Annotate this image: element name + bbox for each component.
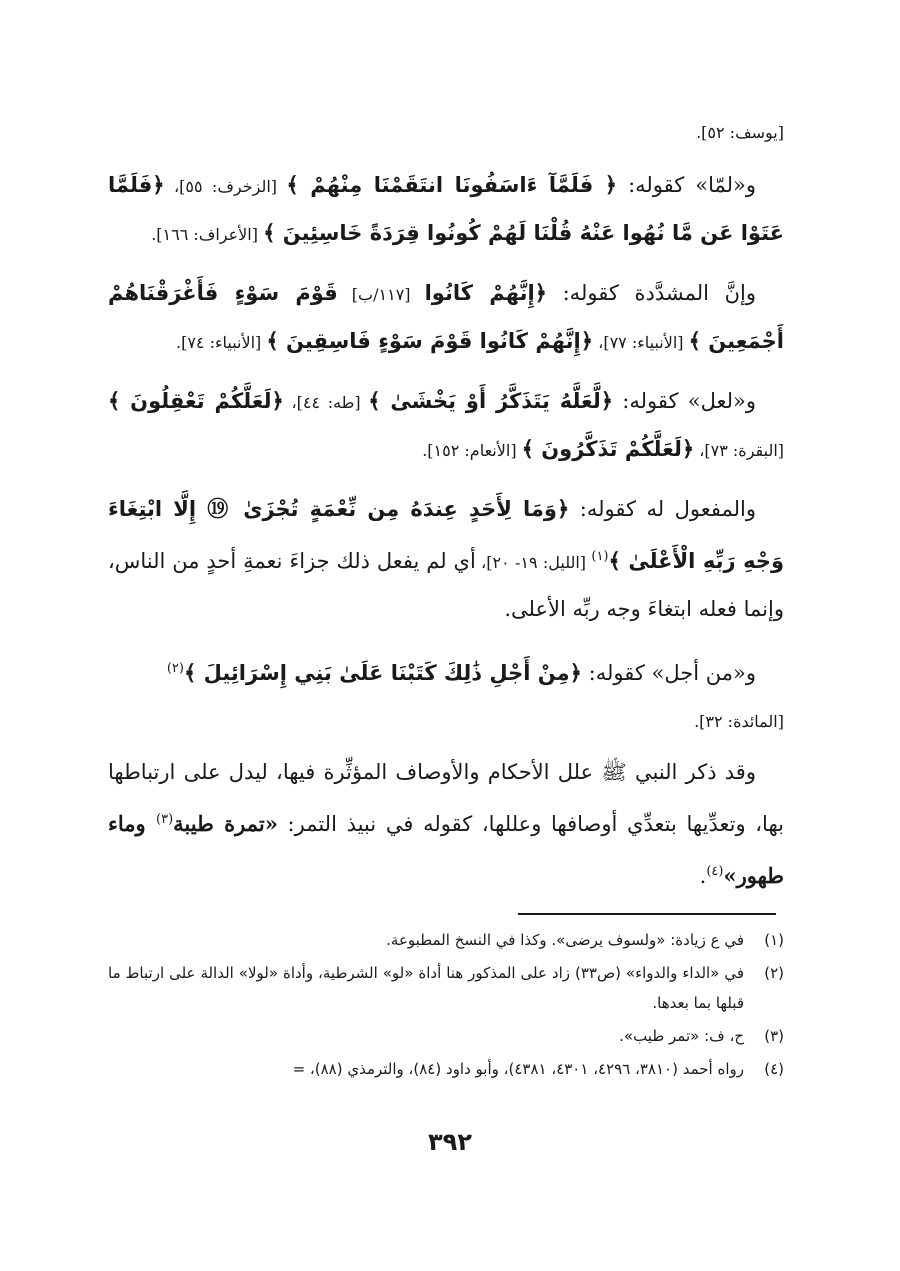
paragraph-laalla [108,378,784,474]
footnote-marker[interactable]: (٣) [156,812,174,827]
paragraph-lead: وإنَّ المشدَّدة كقوله: [546,281,757,305]
surah-reference: [طه: ٤٤]، [283,393,369,412]
footnote-text: ح، ف: «تمر طيب». [619,1027,744,1045]
paragraph-lead: والمفعول له كقوله: [569,497,756,521]
footnotes [108,925,784,1087]
footnote [108,925,784,955]
quran-verse: ﴿لَعَلَّكُمْ تَعْقِلُونَ ﴾ [108,389,284,413]
quran-verse: قَوْمَ سَوْءٍ فَأَغْرَقْنَاهُمْ أَجْمَعِينَ ﴾ [108,281,784,353]
footnote [108,1054,784,1084]
surah-reference: [الزخرف: ٥٥]، [164,177,287,196]
quran-verse: ﴿إِنَّهُمْ كَانُوا [424,281,547,305]
verse-reference-line [108,118,784,148]
manuscript-folio-mark: [١١٧/ب] [337,285,425,304]
surah-reference: [البقرة: ٧٣]، [694,441,784,460]
footnote [108,1021,784,1051]
page-body [108,118,784,912]
quran-verse: ﴿لَّعَلَّهُ يَتَذَكَّرُ أَوْ يَخْشَىٰ ﴾ [368,389,614,413]
hadith-quote: «تمرة طيبة [173,811,278,836]
paragraph-lead: و«لمّا» كقوله: [617,173,756,197]
surah-reference: [الليل: ١٩- ٢٠]، [475,553,592,572]
footnote-text: في «الداء والدواء» (ص٣٣) زاد على المذكور هنا أداة «لو» الشرطية، وأداة «لولا» الدالة على ارتباط ما قبلها بما بعدها. [108,964,744,1012]
surah-reference: [المائدة: ٣٢]. [694,712,784,731]
quran-verse: ﴿مِنْ أَجْلِ ذَٰلِكَ كَتَبْنَا عَلَىٰ بَنِي إِسْرَائِيلَ ﴾ [183,661,582,685]
page-number: ٣٩٢ [428,1128,472,1156]
paragraph-inna [108,270,784,366]
paragraph-lead: و«لعل» كقوله: [613,389,756,413]
surah-reference: [يوسف: ٥٢]. [696,123,784,142]
footnote-number: (٣) [764,1027,784,1045]
footnote-marker[interactable]: (٤) [706,864,724,879]
quran-verse: ﴿وَمَا لِأَحَدٍ عِندَهُ مِن نِّعْمَةٍ تُجْزَىٰ ⑲ إِلَّا ابْتِغَاءَ وَجْهِ رَبِّهِ الْأَعْلَىٰ ﴾ [108,497,784,573]
footnote-text: رواه أحمد (٣٨١٠، ٤٢٩٦، ٤٣٠١، ٤٣٨١)، وأبو داود (٨٤)، والترمذي (٨٨)، = [292,1060,744,1078]
quran-verse: ﴿إِنَّهُمْ كَانُوا قَوْمَ سَوْءٍ فَاسِقِينَ ﴾ [266,329,594,353]
hadith-quote: وماء طهور» [108,811,784,888]
footnote-text: في ع زيادة: «ولسوف يرضى». وكذا في النسخ المطبوعة. [386,931,744,949]
paragraph-min-ajl [108,645,784,745]
footnote [108,958,784,1018]
footnote-marker[interactable]: (٢) [166,661,184,676]
quran-verse: ﴿فَلَمَّا عَتَوْا عَن مَّا نُهُوا عَنْهُ قُلْنَا لَهُمْ كُونُوا قِرَدَةً خَاسِئِينَ ﴾ [108,173,784,245]
paragraph-lead: و«من أجل» كقوله: [581,661,756,685]
footnote-marker[interactable]: (١) [591,549,609,564]
paragraph-prophet-hadith [108,749,784,900]
surah-reference: [الأنبياء: ٧٧]، [593,333,689,352]
surah-reference: [الأنبياء: ٧٤]. [175,333,267,352]
footnote-number: (٤) [764,1060,784,1078]
footnote-divider [518,913,776,915]
quran-verse: ﴿لَعَلَّكُمْ تَذَكَّرُونَ ﴾ [521,437,695,461]
quran-verse: ﴿ فَلَمَّآ ءَاسَفُونَا انتَقَمْنَا مِنْهُمْ ﴾ [286,173,618,197]
paragraph-mafool-lahu [108,486,784,633]
paragraph-end: . [699,864,707,888]
surah-reference: [الأعراف: ١٦٦]. [151,225,264,244]
footnote-number: (٢) [764,964,784,982]
paragraph-text: وقد ذكر النبي ﷺ علل الأحكام والأوصاف المؤثِّرة فيها، ليدل على ارتباطها بها، وتعدِّيها بتعدِّي أوصافها وعللها، كقوله في نبيذ التمر: [108,760,784,836]
surah-reference: [الأنعام: ١٥٢]. [422,441,522,460]
footnote-number: (١) [764,931,784,949]
paragraph-text: أي لم يفعل ذلك جزاءَ نعمةِ أحدٍ من الناس، وإنما فعله ابتغاءَ وجه ربِّه الأعلى. [108,549,784,621]
paragraph-lamma [108,162,784,258]
